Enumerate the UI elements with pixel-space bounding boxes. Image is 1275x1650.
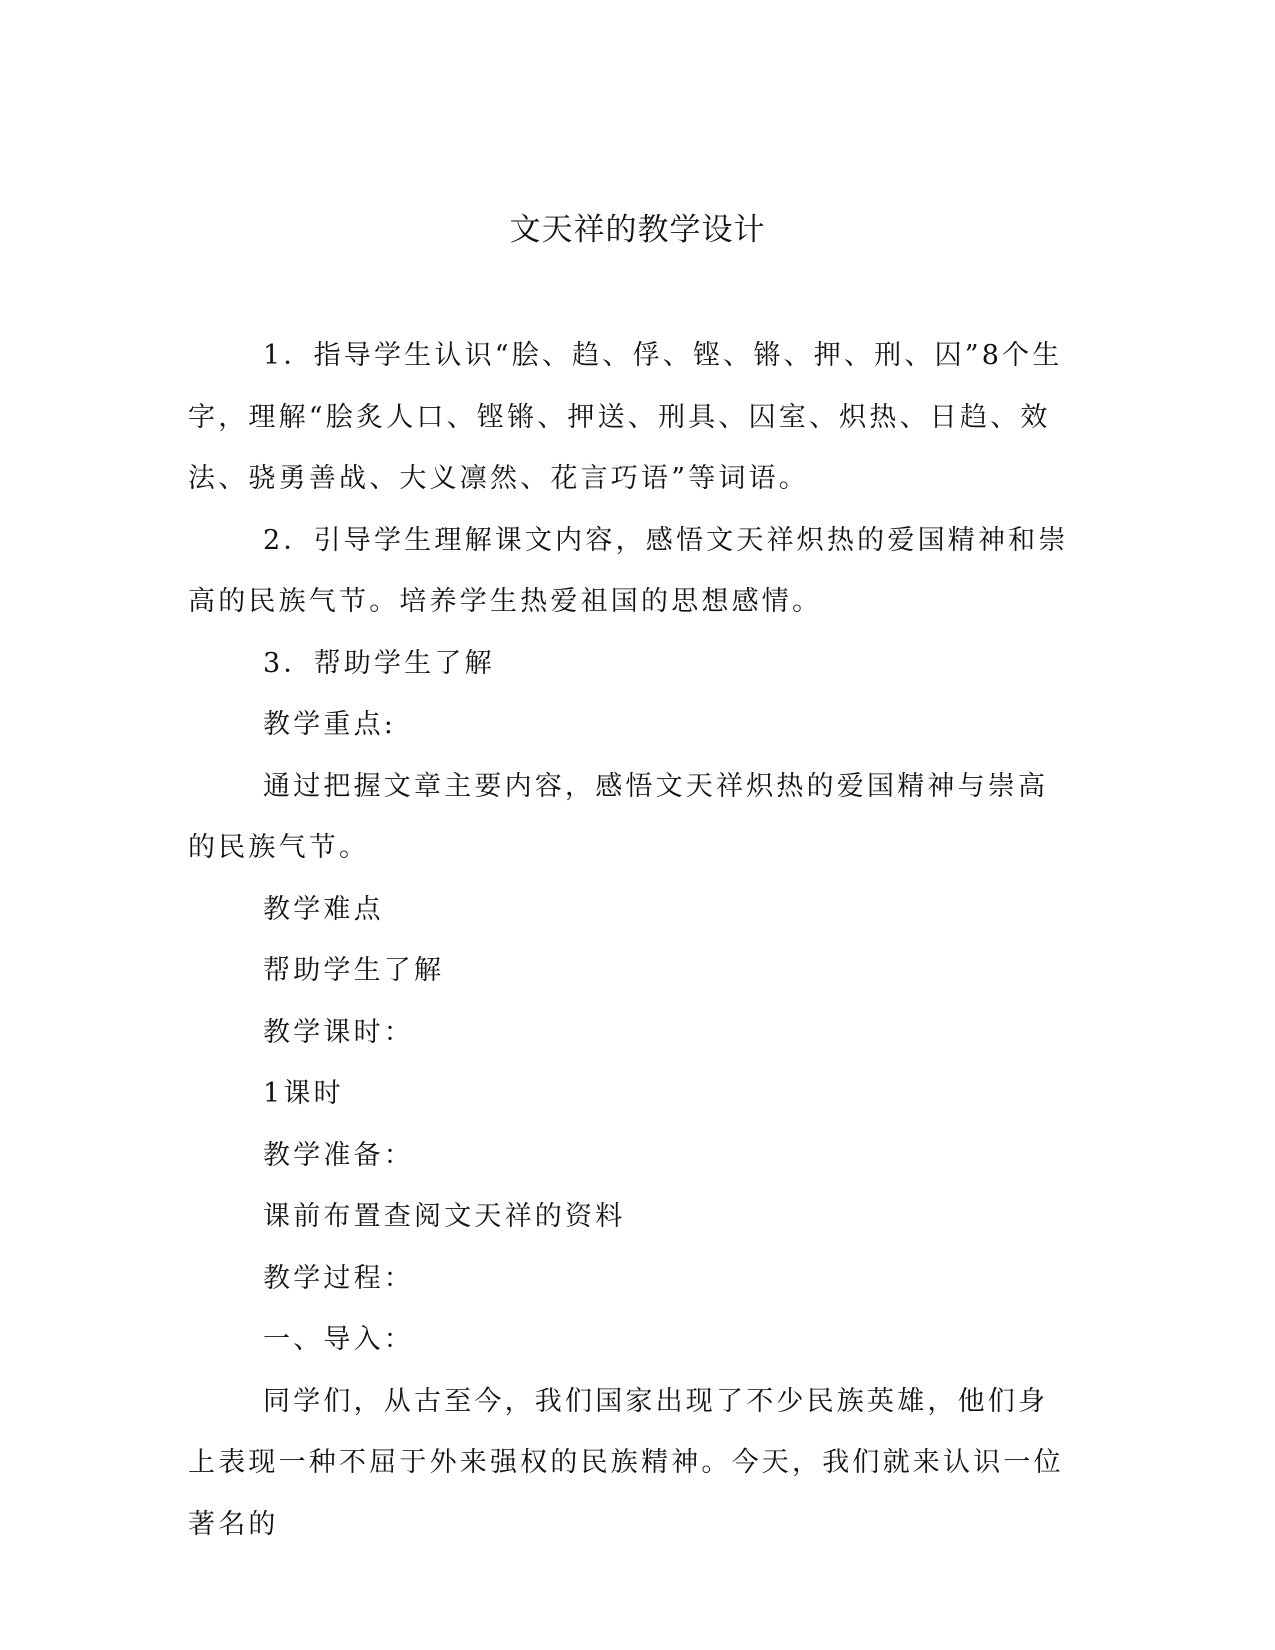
heading-introduction: 一、导入：: [263, 1324, 414, 1355]
paragraph-objective-2: 2．引导学生理解课文内容，感悟文天祥炽热的爱国精神和崇高的民族气节。培养学生热爱祖国的思想感情。: [188, 524, 1069, 617]
heading-teaching-process: 教学过程：: [263, 1262, 414, 1294]
paragraph-objective-3: 3．帮助学生了解: [263, 647, 495, 679]
document-body: [188, 325, 1078, 1555]
paragraph-preparation: 课前布置查阅文天祥的资料: [263, 1201, 626, 1232]
paragraph-teaching-focus: 通过把握文章主要内容，感悟文天祥炽热的爱国精神与崇高的民族气节。: [188, 770, 1049, 863]
paragraph-introduction: 同学们，从古至今，我们国家出现了不少民族英雄，他们身上表现一种不屈于外来强权的民族精神。今天，我们就来认识一位著名的: [188, 1385, 1064, 1540]
paragraph-teaching-difficulty: 帮助学生了解: [263, 955, 445, 986]
paragraph-class-hours: 1课时: [263, 1078, 344, 1109]
paragraph-objective-1: 1．指导学生认识“脍、趋、俘、铿、锵、押、刑、囚”8个生字，理解“脍炙人口、铿锵、押送、刑具、囚室、炽热、日趋、效法、骁勇善战、大义凛然、花言巧语”等词语。: [188, 340, 1063, 494]
heading-preparation: 教学准备：: [263, 1139, 414, 1171]
heading-teaching-focus: 教学重点:: [263, 709, 397, 740]
document-title: 文天祥的教学设计: [509, 212, 766, 248]
heading-class-hours: 教学课时：: [263, 1016, 414, 1048]
heading-teaching-difficulty: 教学难点: [263, 893, 384, 925]
